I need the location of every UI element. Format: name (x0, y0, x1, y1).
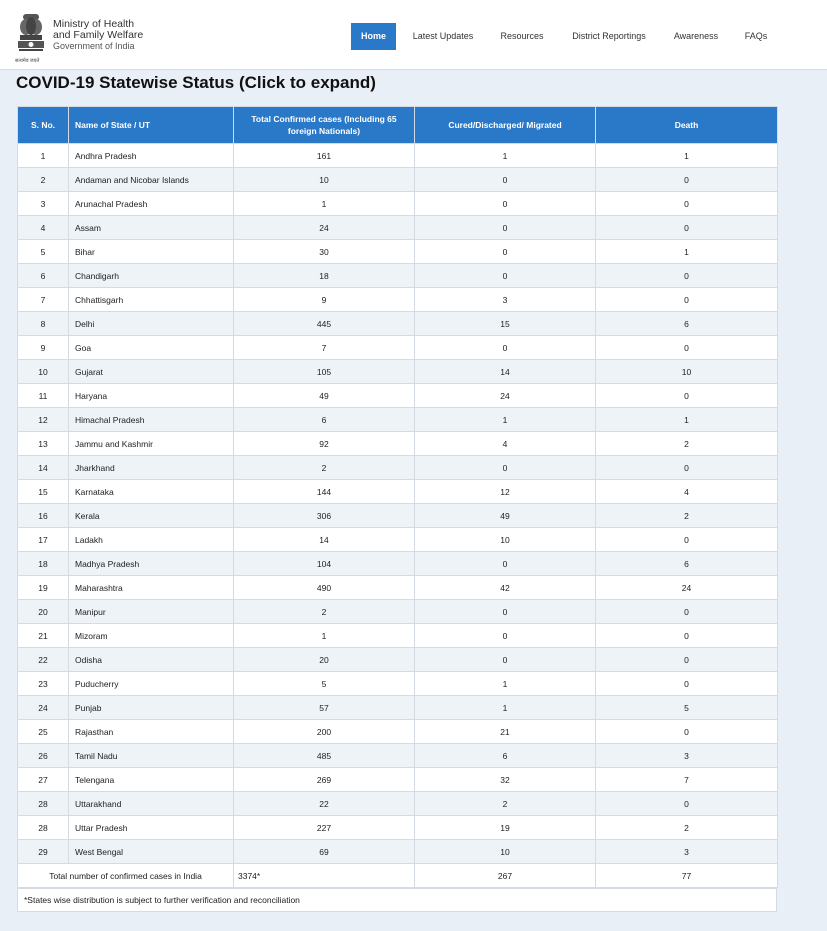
cell-cured: 3 (415, 288, 596, 312)
cell-confirmed: 1 (234, 192, 415, 216)
table-row (18, 312, 778, 336)
cell-sno: 28 (18, 792, 69, 816)
total-cured: 267 (415, 864, 596, 888)
header-confirmed: Total Confirmed cases (Including 65 foreign Nationals) (234, 107, 415, 144)
table-row (18, 600, 778, 624)
cell-cured: 4 (415, 432, 596, 456)
cell-state-name: Kerala (69, 504, 234, 528)
table-row (18, 264, 778, 288)
cell-sno: 1 (18, 144, 69, 168)
cell-sno: 26 (18, 744, 69, 768)
cell-confirmed: 1 (234, 624, 415, 648)
cell-confirmed: 445 (234, 312, 415, 336)
cell-cured: 10 (415, 528, 596, 552)
cell-death: 0 (596, 792, 778, 816)
cell-sno: 5 (18, 240, 69, 264)
cell-death: 0 (596, 384, 778, 408)
cell-death: 0 (596, 456, 778, 480)
cell-state-name: Karnataka (69, 480, 234, 504)
cell-cured: 24 (415, 384, 596, 408)
cell-cured: 15 (415, 312, 596, 336)
cell-sno: 16 (18, 504, 69, 528)
cell-death: 1 (596, 240, 778, 264)
cell-confirmed: 227 (234, 816, 415, 840)
cell-sno: 12 (18, 408, 69, 432)
cell-state-name: Himachal Pradesh (69, 408, 234, 432)
cell-confirmed: 2 (234, 600, 415, 624)
table-row (18, 408, 778, 432)
table-row (18, 144, 778, 168)
cell-confirmed: 20 (234, 648, 415, 672)
cell-sno: 24 (18, 696, 69, 720)
cell-sno: 18 (18, 552, 69, 576)
cell-cured: 0 (415, 216, 596, 240)
cell-sno: 10 (18, 360, 69, 384)
cell-confirmed: 49 (234, 384, 415, 408)
table-row (18, 432, 778, 456)
cell-state-name: Delhi (69, 312, 234, 336)
cell-death: 2 (596, 816, 778, 840)
cell-cured: 1 (415, 408, 596, 432)
cell-death: 0 (596, 672, 778, 696)
cell-state-name: West Bengal (69, 840, 234, 864)
cell-confirmed: 92 (234, 432, 415, 456)
header-state-name: Name of State / UT (69, 107, 234, 144)
cell-state-name: Bihar (69, 240, 234, 264)
cell-death: 24 (596, 576, 778, 600)
cell-state-name: Haryana (69, 384, 234, 408)
cell-cured: 19 (415, 816, 596, 840)
cell-confirmed: 161 (234, 144, 415, 168)
cell-cured: 1 (415, 144, 596, 168)
footnote (17, 888, 777, 912)
cell-state-name: Goa (69, 336, 234, 360)
cell-cured: 6 (415, 744, 596, 768)
cell-state-name: Punjab (69, 696, 234, 720)
cell-death: 0 (596, 624, 778, 648)
cell-death: 6 (596, 552, 778, 576)
table-row (18, 720, 778, 744)
cell-death: 10 (596, 360, 778, 384)
cell-cured: 0 (415, 600, 596, 624)
table-row (18, 384, 778, 408)
table-row (18, 552, 778, 576)
cell-cured: 1 (415, 696, 596, 720)
cell-sno: 15 (18, 480, 69, 504)
cell-state-name: Assam (69, 216, 234, 240)
nav-home[interactable]: Home (351, 23, 396, 50)
cell-cured: 0 (415, 168, 596, 192)
total-confirmed: 3374* (234, 864, 415, 888)
cell-death: 0 (596, 288, 778, 312)
cell-death: 2 (596, 432, 778, 456)
cell-state-name: Andhra Pradesh (69, 144, 234, 168)
cell-sno: 20 (18, 600, 69, 624)
cell-confirmed: 24 (234, 216, 415, 240)
table-row (18, 744, 778, 768)
cell-death: 0 (596, 192, 778, 216)
cell-sno: 22 (18, 648, 69, 672)
cell-sno: 3 (18, 192, 69, 216)
table-row (18, 504, 778, 528)
brand-line-1: Ministry of Health (53, 18, 135, 30)
cell-death: 1 (596, 408, 778, 432)
cell-cured: 49 (415, 504, 596, 528)
cell-state-name: Uttarakhand (69, 792, 234, 816)
cell-cured: 0 (415, 552, 596, 576)
cell-death: 4 (596, 480, 778, 504)
cell-state-name: Maharashtra (69, 576, 234, 600)
table-row (18, 456, 778, 480)
cell-sno: 4 (18, 216, 69, 240)
cell-death: 0 (596, 264, 778, 288)
header-death: Death (596, 107, 778, 144)
cell-cured: 0 (415, 264, 596, 288)
emblem-caption: सत्यमेव जयते (15, 58, 40, 64)
nav-awareness[interactable]: Awareness (673, 31, 719, 41)
table-row (18, 648, 778, 672)
cell-sno: 2 (18, 168, 69, 192)
cell-cured: 0 (415, 456, 596, 480)
cell-state-name: Madhya Pradesh (69, 552, 234, 576)
total-death: 77 (596, 864, 778, 888)
cell-death: 2 (596, 504, 778, 528)
cell-state-name: Andaman and Nicobar Islands (69, 168, 234, 192)
cell-confirmed: 269 (234, 768, 415, 792)
cell-confirmed: 18 (234, 264, 415, 288)
cell-sno: 29 (18, 840, 69, 864)
table-row (18, 336, 778, 360)
cell-death: 5 (596, 696, 778, 720)
cell-confirmed: 5 (234, 672, 415, 696)
cell-sno: 6 (18, 264, 69, 288)
cell-state-name: Odisha (69, 648, 234, 672)
cell-confirmed: 200 (234, 720, 415, 744)
table-row (18, 192, 778, 216)
cell-sno: 14 (18, 456, 69, 480)
cell-cured: 14 (415, 360, 596, 384)
table-row (18, 672, 778, 696)
cell-sno: 25 (18, 720, 69, 744)
cell-confirmed: 490 (234, 576, 415, 600)
cell-cured: 0 (415, 648, 596, 672)
table-row (18, 768, 778, 792)
cell-state-name: Puducherry (69, 672, 234, 696)
cell-state-name: Gujarat (69, 360, 234, 384)
cell-sno: 27 (18, 768, 69, 792)
cell-death: 1 (596, 144, 778, 168)
statewise-status-table (17, 106, 778, 888)
cell-state-name: Manipur (69, 600, 234, 624)
cell-confirmed: 10 (234, 168, 415, 192)
total-row (18, 864, 778, 888)
cell-death: 7 (596, 768, 778, 792)
cell-death: 6 (596, 312, 778, 336)
brand-line-2: and Family Welfare (53, 29, 144, 41)
cell-confirmed: 30 (234, 240, 415, 264)
table-row (18, 288, 778, 312)
cell-state-name: Jharkhand (69, 456, 234, 480)
table-row (18, 480, 778, 504)
cell-death: 0 (596, 600, 778, 624)
cell-cured: 0 (415, 240, 596, 264)
cell-sno: 17 (18, 528, 69, 552)
cell-confirmed: 7 (234, 336, 415, 360)
nav-district-reportings[interactable]: District Reportings (572, 31, 646, 41)
table-row (18, 840, 778, 864)
cell-cured: 21 (415, 720, 596, 744)
cell-death: 0 (596, 528, 778, 552)
cell-state-name: Jammu and Kashmir (69, 432, 234, 456)
cell-cured: 0 (415, 192, 596, 216)
table-row (18, 168, 778, 192)
cell-confirmed: 22 (234, 792, 415, 816)
cell-death: 0 (596, 336, 778, 360)
cell-confirmed: 57 (234, 696, 415, 720)
cell-sno: 11 (18, 384, 69, 408)
cell-cured: 0 (415, 624, 596, 648)
total-label: Total number of confirmed cases in India (18, 864, 234, 888)
cell-cured: 1 (415, 672, 596, 696)
cell-state-name: Rajasthan (69, 720, 234, 744)
cell-state-name: Telengana (69, 768, 234, 792)
cell-death: 0 (596, 648, 778, 672)
cell-state-name: Ladakh (69, 528, 234, 552)
page-title[interactable]: COVID-19 Statewise Status (Click to expand) (16, 73, 376, 92)
table-row (18, 528, 778, 552)
cell-sno: 7 (18, 288, 69, 312)
cell-confirmed: 105 (234, 360, 415, 384)
nav-latest-updates[interactable]: Latest Updates (412, 31, 474, 41)
cell-sno: 21 (18, 624, 69, 648)
table-row (18, 216, 778, 240)
table-row (18, 816, 778, 840)
cell-cured: 0 (415, 336, 596, 360)
cell-death: 3 (596, 744, 778, 768)
cell-cured: 32 (415, 768, 596, 792)
table-row (18, 792, 778, 816)
cell-death: 0 (596, 168, 778, 192)
nav-faqs[interactable]: FAQs (744, 31, 768, 41)
cell-confirmed: 6 (234, 408, 415, 432)
cell-cured: 42 (415, 576, 596, 600)
cell-sno: 28 (18, 816, 69, 840)
cell-confirmed: 104 (234, 552, 415, 576)
table-row (18, 696, 778, 720)
cell-sno: 9 (18, 336, 69, 360)
header-cured: Cured/Discharged/ Migrated (415, 107, 596, 144)
cell-death: 0 (596, 720, 778, 744)
cell-state-name: Arunachal Pradesh (69, 192, 234, 216)
nav-resources[interactable]: Resources (500, 31, 544, 41)
cell-sno: 13 (18, 432, 69, 456)
cell-sno: 8 (18, 312, 69, 336)
cell-cured: 2 (415, 792, 596, 816)
cell-state-name: Uttar Pradesh (69, 816, 234, 840)
cell-confirmed: 306 (234, 504, 415, 528)
table-row (18, 360, 778, 384)
brand-line-3: Government of India (53, 41, 135, 51)
header-sno: S. No. (18, 107, 69, 144)
cell-confirmed: 9 (234, 288, 415, 312)
cell-confirmed: 14 (234, 528, 415, 552)
cell-state-name: Mizoram (69, 624, 234, 648)
cell-confirmed: 69 (234, 840, 415, 864)
footnote-text: *States wise distribution is subject to further verification and reconciliation (24, 895, 300, 905)
main-nav (0, 23, 827, 50)
cell-cured: 10 (415, 840, 596, 864)
cell-state-name: Chandigarh (69, 264, 234, 288)
cell-confirmed: 144 (234, 480, 415, 504)
cell-death: 3 (596, 840, 778, 864)
table-row (18, 240, 778, 264)
site-header (0, 5, 827, 70)
cell-confirmed: 2 (234, 456, 415, 480)
cell-state-name: Tamil Nadu (69, 744, 234, 768)
cell-confirmed: 485 (234, 744, 415, 768)
table-header-row (18, 107, 778, 144)
cell-death: 0 (596, 216, 778, 240)
cell-state-name: Chhattisgarh (69, 288, 234, 312)
cell-sno: 19 (18, 576, 69, 600)
cell-sno: 23 (18, 672, 69, 696)
table-row (18, 576, 778, 600)
table-row (18, 624, 778, 648)
cell-cured: 12 (415, 480, 596, 504)
